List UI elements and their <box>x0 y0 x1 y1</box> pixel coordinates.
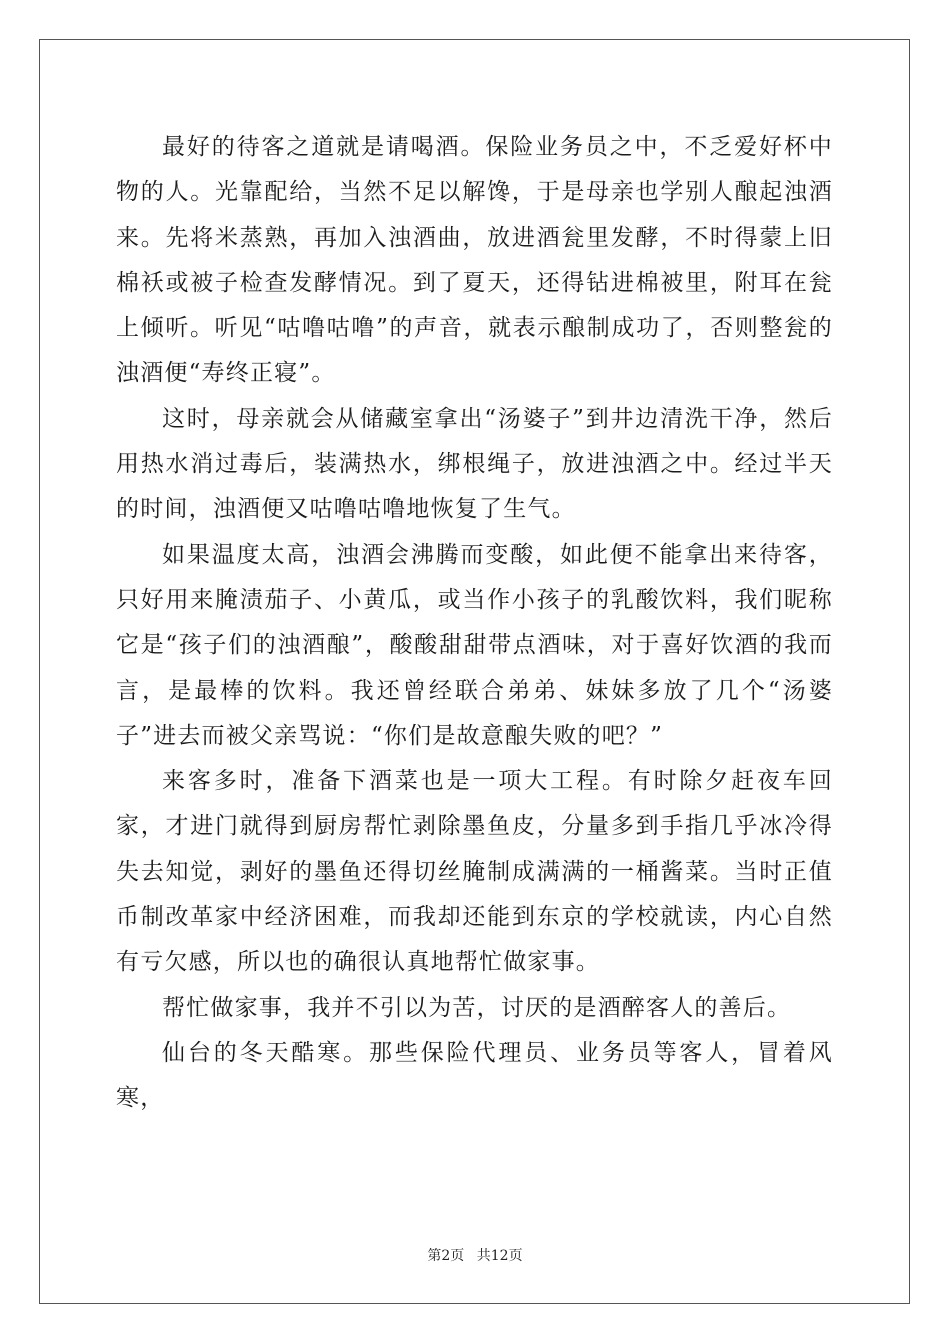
paragraph-4: 来客多时，准备下酒菜也是一项大工程。有时除夕赶夜车回家，才进门就得到厨房帮忙剥除墨鱼皮，分量多到手指几乎冰冷得失去知觉，剥好的墨鱼还得切丝腌制成满满的一桶酱菜。当时正值币制改革家中经济困难，而我却还能到东京的学校就读，内心自然有亏欠感，所以也的确很认真地帮忙做家事。 <box>116 768 833 976</box>
page-footer <box>0 1245 950 1265</box>
paragraph-6: 仙台的冬天酷寒。那些保险代理员、业务员等客人，冒着风寒， <box>116 1039 833 1112</box>
paragraph-5: 帮忙做家事，我并不引以为苦，讨厌的是酒醉客人的善后。 <box>162 994 792 1021</box>
page-number: 第2页 <box>427 1248 465 1264</box>
page-total: 共12页 <box>476 1248 523 1264</box>
document-body <box>116 125 833 1122</box>
paragraph-2: 这时，母亲就会从储藏室拿出“汤婆子”到井边清洗干净，然后用热水消过毒后，装满热水，绑根绳子，放进浊酒之中。经过半天的时间，浊酒便又咕噜咕噜地恢复了生气。 <box>116 405 833 523</box>
paragraph-1: 最好的待客之道就是请喝酒。保险业务员之中，不乏爱好杯中物的人。光靠配给，当然不足以解馋，于是母亲也学别人酿起浊酒来。先将米蒸熟，再加入浊酒曲，放进酒瓮里发酵，不时得蒙上旧棉袄或被子检查发酵情况。到了夏天，还得钻进棉被里，附耳在瓮上倾听。听见“咕噜咕噜”的声音，就表示酿制成功了，否则整瓮的浊酒便“寿终正寝”。 <box>116 134 833 387</box>
paragraph-3: 如果温度太高，浊酒会沸腾而变酸，如此便不能拿出来待客，只好用来腌渍茄子、小黄瓜，或当作小孩子的乳酸饮料，我们昵称它是“孩子们的浊酒酿”，酸酸甜甜带点酒味，对于喜好饮酒的我而言，是最棒的饮料。我还曾经联合弟弟、妹妹多放了几个“汤婆子”进去而被父亲骂说：“你们是故意酿失败的吧？” <box>116 541 833 749</box>
